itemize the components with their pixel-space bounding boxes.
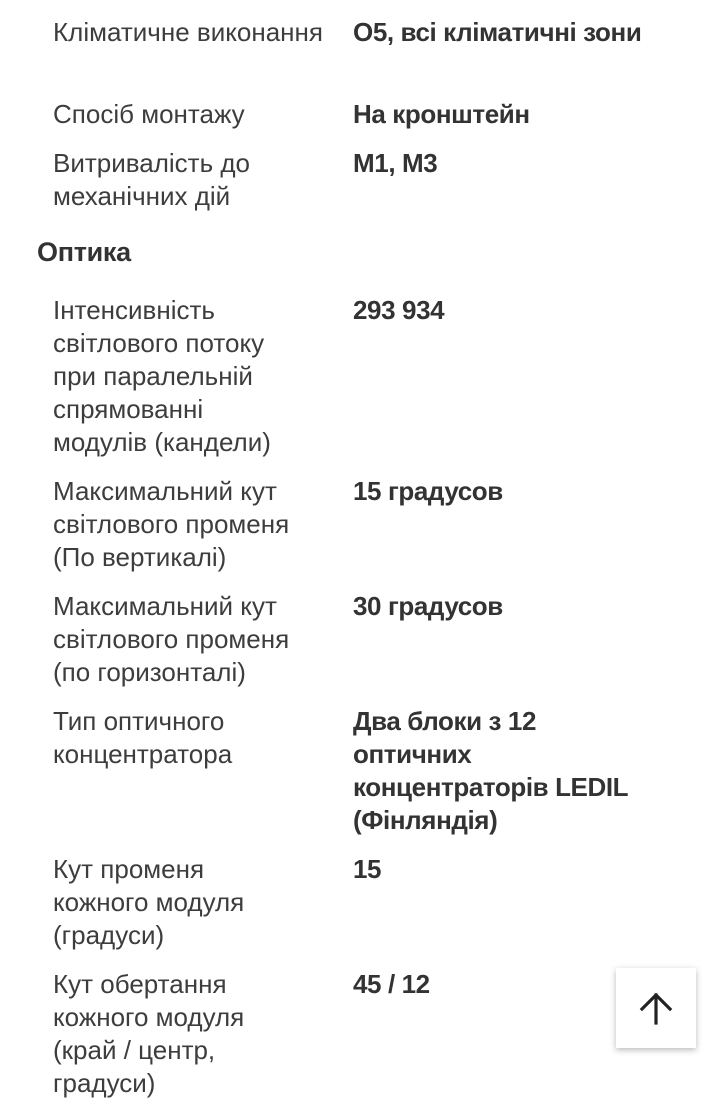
back-to-top-button[interactable] bbox=[616, 968, 696, 1048]
spec-row-module-rotation-angle bbox=[0, 968, 593, 1100]
spec-label: Максимальний кут світлового променя (по горизонталі) bbox=[53, 591, 290, 687]
spec-label: Кліматичне виконання bbox=[53, 17, 323, 47]
spec-row-max-angle-vertical bbox=[0, 475, 693, 574]
spec-label: Максимальний кут світлового променя (По вертикалі) bbox=[53, 476, 290, 572]
arrow-up-icon bbox=[638, 990, 674, 1026]
spec-row-concentrator-type bbox=[0, 705, 653, 837]
spec-row-mounting bbox=[0, 98, 693, 131]
spec-row-intensity bbox=[0, 294, 693, 459]
spec-value: 30 градусов bbox=[353, 591, 503, 621]
spec-value: М1, М3 bbox=[353, 148, 438, 178]
spec-label: Спосіб монтажу bbox=[53, 99, 245, 129]
spec-value: О5, всі кліматичні зони bbox=[353, 17, 642, 47]
spec-value: Два блоки з 12 оптичних концентраторів LEDIL (Фінляндія) bbox=[353, 706, 628, 835]
spec-value: 45 / 12 bbox=[353, 969, 430, 999]
spec-value: На кронштейн bbox=[353, 99, 530, 129]
spec-row-max-angle-horizontal bbox=[0, 590, 693, 689]
section-title-optics: Оптика bbox=[37, 237, 131, 267]
spec-label: Інтенсивність світлового потоку при паралельній спрямованні модулів (кандели) bbox=[53, 295, 271, 457]
spec-row-climate bbox=[0, 16, 693, 49]
spec-label: Тип оптичного концентратора bbox=[53, 706, 233, 769]
spec-row-module-beam-angle bbox=[0, 853, 653, 952]
spec-label: Кут променя кожного модуля (градуси) bbox=[53, 854, 245, 950]
spec-value: 293 934 bbox=[353, 295, 445, 325]
spec-value: 15 bbox=[353, 854, 382, 884]
spec-row-durability bbox=[0, 147, 693, 213]
spec-label: Витривалість до механічних дій bbox=[53, 148, 250, 211]
spec-value: 15 градусов bbox=[353, 476, 503, 506]
spec-label: Кут обертання кожного модуля (край / центр, градуси) bbox=[53, 969, 245, 1098]
